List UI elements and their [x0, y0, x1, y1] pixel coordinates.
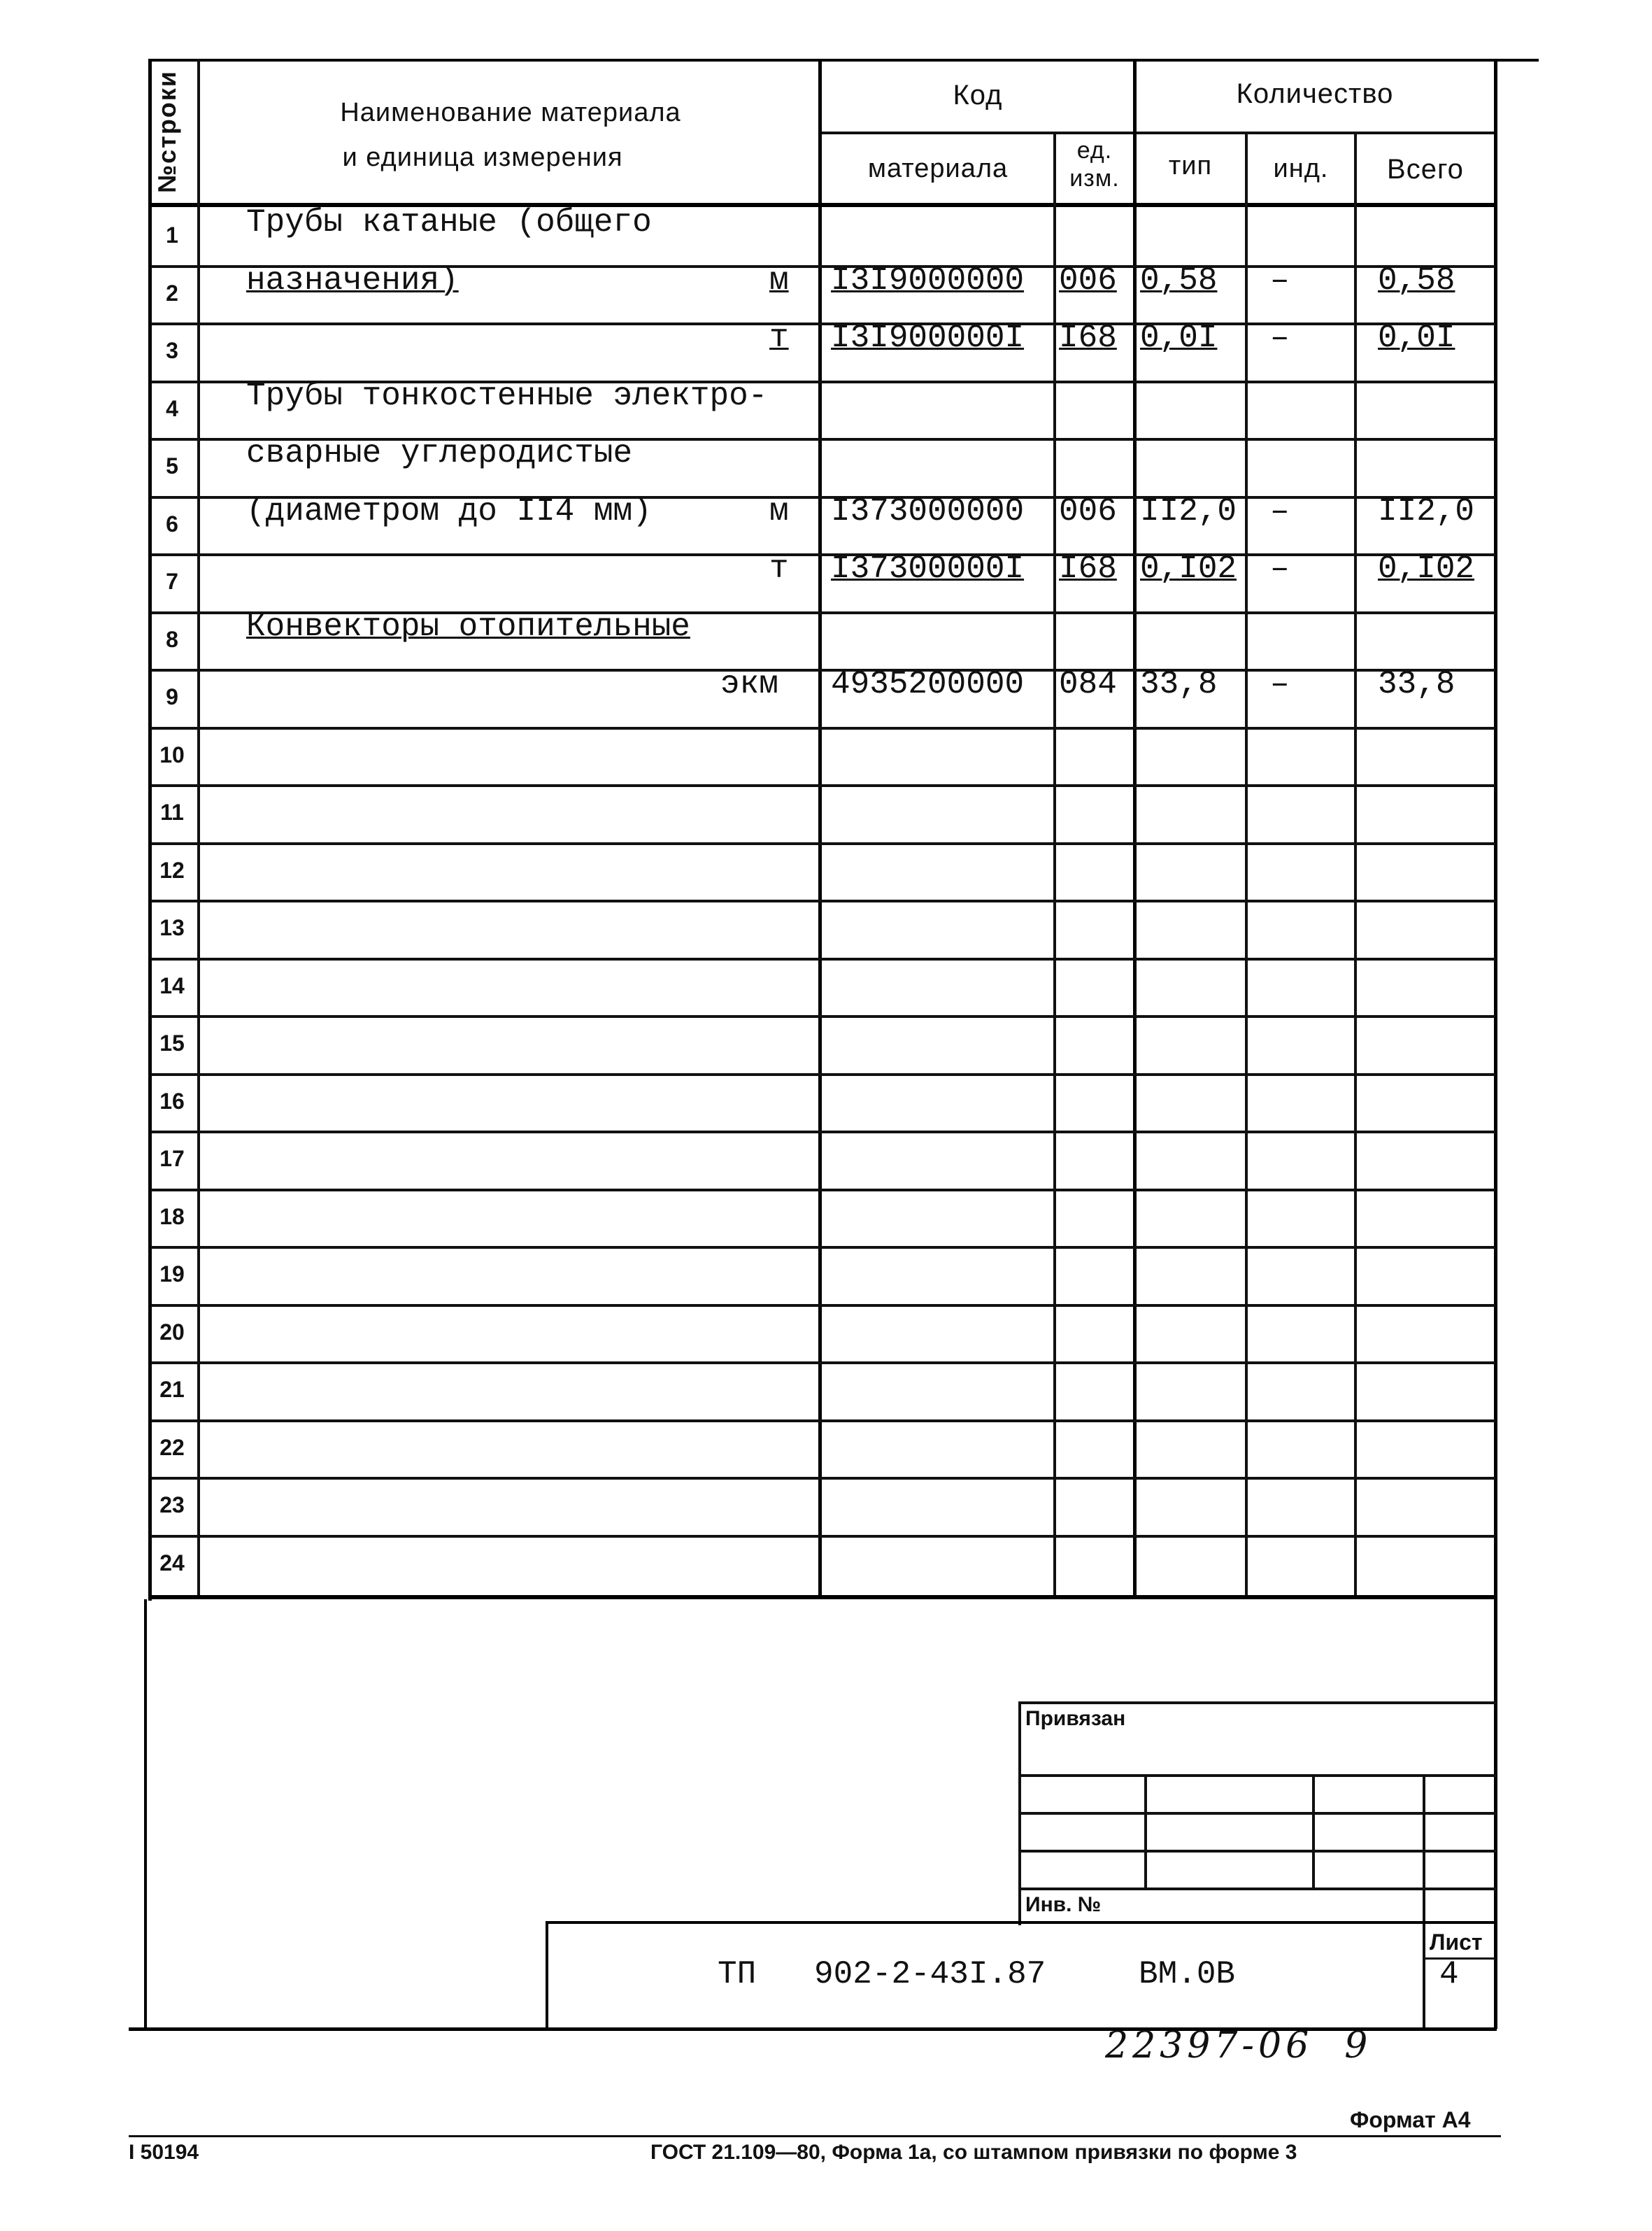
cell-ind: – — [1270, 493, 1290, 530]
cell-unit_suffix: м — [769, 262, 789, 299]
row-line — [151, 1189, 1495, 1191]
handwritten-inventory-number: 22397-06 9 — [1105, 2025, 1372, 2067]
cell-unit: I68 — [1059, 551, 1117, 587]
header-row-number: №строки — [152, 70, 181, 193]
row-line — [151, 323, 1495, 325]
footer-left-code: I 50194 — [129, 2141, 199, 2164]
row-number: 9 — [166, 684, 178, 709]
cell-unit_suffix: т — [769, 551, 789, 587]
row-line — [151, 784, 1495, 787]
row-line — [151, 900, 1495, 902]
row-number: 19 — [159, 1261, 185, 1287]
col-type-divider — [1245, 132, 1248, 1598]
cell-ind: – — [1270, 320, 1290, 356]
cell-total: 0,0I — [1378, 320, 1455, 356]
cell-code: I3I9000000 — [831, 262, 1025, 299]
stamp-col-1 — [1144, 1774, 1147, 1888]
cell-name: сварные углеродистые — [246, 435, 633, 472]
sheet-number: 4 — [1439, 1956, 1459, 1992]
row-line — [151, 669, 1495, 672]
row-line — [151, 842, 1495, 845]
cell-name: (диаметром до II4 мм) — [246, 493, 652, 530]
cell-code: 4935200000 — [831, 666, 1025, 702]
row-number: 15 — [159, 1030, 185, 1056]
cell-unit: 006 — [1059, 262, 1117, 299]
cell-code: I373000000 — [831, 493, 1025, 530]
header-mid-line — [820, 132, 1494, 134]
stamp-top — [1020, 1701, 1497, 1704]
row-line — [151, 958, 1495, 961]
table-bottom-border — [148, 1595, 1497, 1599]
row-number: 5 — [166, 453, 178, 479]
row-line — [151, 1304, 1495, 1307]
row-line — [151, 1477, 1495, 1480]
cell-unit: 006 — [1059, 493, 1117, 530]
cell-name: назначения) — [246, 262, 459, 299]
header-ind: инд. — [1273, 154, 1329, 183]
row-number: 22 — [159, 1435, 185, 1460]
cell-total: 0,I02 — [1378, 551, 1475, 587]
cell-code: I3I900000I — [831, 320, 1025, 356]
row-number: 3 — [166, 338, 178, 363]
row-line — [151, 1131, 1495, 1133]
header-type: тип — [1168, 151, 1213, 180]
row-number: 17 — [159, 1146, 185, 1171]
stamp-col-2 — [1312, 1774, 1315, 1888]
row-line — [151, 1015, 1495, 1018]
row-number: 24 — [159, 1550, 185, 1575]
col-name-divider — [818, 59, 822, 1598]
col-ind-divider — [1354, 132, 1357, 1598]
cell-ind: – — [1270, 262, 1290, 299]
cell-unit_suffix: т — [769, 320, 789, 356]
header-total: Всего — [1387, 154, 1464, 185]
row-number: 10 — [159, 742, 185, 767]
cell-ind: – — [1270, 551, 1290, 587]
frame-left-lower — [144, 1599, 147, 2030]
cell-name: Трубы катаные (общего — [246, 204, 652, 241]
cell-total: 0,58 — [1378, 262, 1455, 299]
col-rownum-divider — [197, 59, 200, 1598]
cell-unit: 084 — [1059, 666, 1117, 702]
row-number: 14 — [159, 973, 185, 998]
footer-line — [129, 2135, 1501, 2137]
row-number: 13 — [159, 915, 185, 940]
stamp-col-3 — [1423, 1774, 1425, 1925]
row-number: 2 — [166, 281, 178, 306]
cell-type: 0,0I — [1140, 320, 1218, 356]
cell-type: 0,58 — [1140, 262, 1218, 299]
title-block-top — [547, 1921, 1497, 1924]
header-name-line2: и единица измерения — [342, 143, 623, 172]
col-unit-divider — [1133, 59, 1137, 1598]
cell-code: I37300000I — [831, 551, 1025, 587]
cell-unit_suffix: м — [769, 493, 789, 530]
table-top-border — [150, 59, 1539, 62]
document-code: ТП 902-2-43I.87 — [718, 1956, 1046, 1992]
row-number: 11 — [160, 800, 184, 825]
row-line — [151, 1361, 1495, 1364]
row-number: 16 — [159, 1089, 185, 1114]
row-number: 7 — [166, 569, 178, 594]
cell-unit_suffix: экм — [720, 666, 778, 702]
row-number: 23 — [159, 1492, 185, 1517]
row-number: 1 — [166, 222, 178, 248]
cell-name: Трубы тонкостенные электро- — [246, 378, 768, 414]
table-right-border — [1494, 59, 1497, 2029]
cell-total: 33,8 — [1378, 666, 1455, 702]
row-number: 12 — [159, 858, 185, 883]
header-unit-line1: ед. — [1076, 137, 1113, 164]
row-number: 21 — [159, 1377, 185, 1402]
stamp-inv-label: Инв. № — [1025, 1893, 1102, 1916]
cell-ind: – — [1270, 666, 1290, 702]
row-number: 4 — [166, 396, 178, 421]
row-number: 8 — [166, 627, 178, 652]
row-line — [151, 1073, 1495, 1076]
row-line — [151, 1535, 1495, 1538]
col-code-divider — [1053, 132, 1056, 1598]
footer-gost: ГОСТ 21.109—80, Форма 1а, со штампом привязки по форме 3 — [650, 2141, 1297, 2164]
title-block-sheet-divider — [1423, 1925, 1425, 2027]
header-unit-line2: изм. — [1069, 165, 1120, 192]
header-quantity: Количество — [1236, 78, 1394, 109]
row-line — [151, 727, 1495, 730]
cell-type: II2,0 — [1140, 493, 1237, 530]
row-number: 18 — [159, 1204, 185, 1229]
document-mark: ВМ.0В — [1139, 1956, 1236, 1992]
row-number: 20 — [159, 1319, 185, 1345]
row-line — [151, 1419, 1495, 1422]
cell-type: 0,I02 — [1140, 551, 1237, 587]
cell-total: II2,0 — [1378, 493, 1475, 530]
format-label: Формат А4 — [1350, 2107, 1471, 2132]
title-block-sheet-line — [1424, 1957, 1495, 1960]
stamp-attached-label: Привязан — [1025, 1707, 1126, 1730]
cell-type: 33,8 — [1140, 666, 1218, 702]
row-line — [151, 553, 1495, 556]
row-line — [151, 1246, 1495, 1249]
cell-name: Конвекторы отопительные — [246, 609, 690, 645]
row-number: 6 — [166, 511, 178, 537]
cell-unit: I68 — [1059, 320, 1117, 356]
sheet-label: Лист — [1430, 1929, 1483, 1955]
header-code: Код — [953, 80, 1003, 111]
header-name-line1: Наименование материала — [340, 98, 681, 127]
title-block-left — [546, 1921, 548, 2030]
header-material: материала — [867, 154, 1009, 183]
